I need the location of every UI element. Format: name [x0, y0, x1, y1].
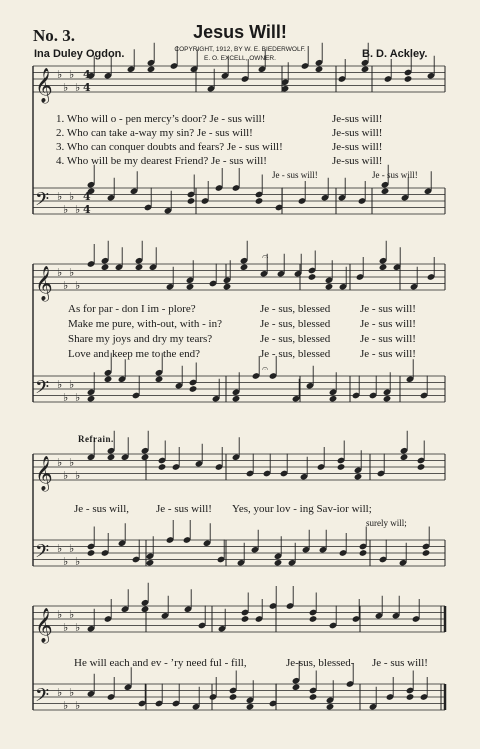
line-start: Share — [68, 333, 94, 345]
line-mid: me pure, with-out, with - in? — [95, 318, 222, 330]
flat-icon: ♭ — [75, 620, 81, 634]
flat-icon: ♭ — [69, 67, 75, 81]
line-blessed: Je - sus, blessed — [260, 303, 331, 315]
flat-icon: ♭ — [57, 455, 63, 469]
treble-clef-icon: 𝄞 — [35, 608, 53, 643]
note-head — [229, 693, 238, 701]
treble-clef-icon: 𝄞 — [35, 266, 53, 301]
note-head — [308, 273, 317, 281]
note-head — [404, 75, 413, 83]
fermata-icon: 𝄐 — [262, 362, 269, 375]
flat-icon: ♭ — [57, 189, 63, 203]
line-start: As — [68, 303, 81, 315]
flat-icon: ♭ — [75, 698, 81, 712]
line-blessed: Je - sus, blessed — [260, 318, 331, 330]
verse-number: 2. — [56, 127, 65, 139]
note-head — [240, 263, 249, 271]
flat-icon: ♭ — [63, 202, 69, 216]
flat-icon: ♭ — [69, 541, 75, 555]
bass-clef-icon: 𝄢 — [35, 685, 50, 711]
note-head — [232, 395, 241, 403]
flat-icon: ♭ — [57, 265, 63, 279]
refrain-lyric-c: Yes, your lov - ing Sav-ior will; — [232, 503, 372, 515]
refrain-lyric-a: Je - sus will, — [74, 503, 129, 515]
verse-text: Who can conquer doubts and fears? Je - sus will! — [66, 141, 283, 153]
line-end: Je - sus will! — [360, 333, 416, 345]
line-mid: and keep me to the end? — [93, 348, 200, 360]
note-head — [406, 693, 415, 701]
flat-icon: ♭ — [69, 189, 75, 203]
note-head — [359, 549, 368, 557]
note-head — [292, 683, 301, 691]
copyright-line-2: E. O. EXCELL, OWNER. — [204, 55, 276, 62]
flat-icon: ♭ — [63, 554, 69, 568]
line-end: Je - sus will! — [360, 318, 416, 330]
note-head — [186, 283, 195, 291]
line-start: Make — [68, 318, 94, 330]
flat-icon: ♭ — [63, 80, 69, 94]
verse-line — [68, 318, 222, 330]
note-head — [329, 395, 338, 403]
verse-line — [68, 333, 212, 345]
verse-3 — [56, 141, 283, 153]
flat-icon: ♭ — [75, 202, 81, 216]
note-head — [383, 395, 392, 403]
verse-text: Who will o - pen mercy’s door? Je - sus will! — [66, 113, 266, 125]
verse-number: 4. — [56, 155, 65, 167]
verse-3-response: Je-sus will! — [332, 141, 383, 153]
flat-icon: ♭ — [69, 455, 75, 469]
flat-icon: ♭ — [63, 620, 69, 634]
line-end: Je - sus will! — [360, 303, 416, 315]
note-head — [101, 263, 110, 271]
flat-icon: ♭ — [63, 278, 69, 292]
flat-icon: ♭ — [63, 390, 69, 404]
refrain-label: Refrain. — [78, 434, 114, 444]
flat-icon: ♭ — [75, 390, 81, 404]
verse-text: Who will be my dearest Friend? Je - sus will! — [66, 155, 267, 167]
refrain-lyric-b: Je - sus will! — [156, 503, 212, 515]
note-head — [187, 197, 196, 205]
flat-icon: ♭ — [69, 685, 75, 699]
final-lyric-a: He will each and ev - ’ry need ful - fill, — [74, 657, 247, 669]
line-end: Je - sus will! — [360, 348, 416, 360]
flat-icon: ♭ — [75, 468, 81, 482]
bass-echo-2: Je - sus will! — [372, 170, 418, 180]
note-head — [104, 375, 113, 383]
note-head — [381, 187, 390, 195]
refrain-lyric-d: surely will; — [366, 518, 407, 528]
note-head — [274, 559, 283, 567]
copyright-line-1: COPYRIGHT, 1912, BY W. E. BIEDERWOLF. — [174, 46, 306, 53]
verse-4-response: Je-sus will! — [332, 155, 383, 167]
note-head — [422, 549, 431, 557]
note-head — [87, 549, 96, 557]
note-head — [325, 283, 334, 291]
note-head — [241, 615, 250, 623]
treble-clef-icon: 𝄞 — [35, 456, 53, 491]
flat-icon: ♭ — [63, 468, 69, 482]
note-head — [158, 463, 167, 471]
time-signature: 4 — [83, 81, 91, 94]
verse-line — [68, 303, 196, 315]
time-signature: 4 — [83, 203, 91, 216]
note-head — [107, 453, 116, 461]
note-head — [147, 65, 156, 73]
note-head — [337, 463, 346, 471]
note-head — [400, 453, 409, 461]
fermata-icon: 𝄐 — [262, 250, 269, 263]
note-head — [155, 375, 164, 383]
note-head — [223, 283, 232, 291]
note-head — [354, 473, 363, 481]
flat-icon: ♭ — [57, 541, 63, 555]
flat-icon: ♭ — [57, 377, 63, 391]
note-head — [309, 693, 318, 701]
note-head — [87, 395, 96, 403]
flat-icon: ♭ — [63, 698, 69, 712]
lyricist: Ina Duley Ogdon. — [34, 48, 125, 60]
time-signature: 4 — [83, 68, 91, 81]
flat-icon: ♭ — [57, 607, 63, 621]
flat-icon: ♭ — [75, 554, 81, 568]
note-head — [146, 559, 155, 567]
verse-2 — [56, 127, 253, 139]
time-signature: 4 — [83, 190, 91, 203]
note-head — [315, 65, 324, 73]
line-mid: my joys and dry my tears? — [95, 333, 213, 345]
verse-number: 1. — [56, 113, 65, 125]
bass-clef-icon: 𝄢 — [35, 541, 50, 567]
flat-icon: ♭ — [57, 685, 63, 699]
note-head — [135, 263, 144, 271]
flat-icon: ♭ — [69, 265, 75, 279]
note-head — [417, 463, 426, 471]
note-head — [379, 263, 388, 271]
verse-1 — [56, 113, 265, 125]
bass-clef-icon: 𝄢 — [35, 189, 50, 215]
hymn-number: No. 3. — [33, 26, 76, 45]
final-lyric-b: Je-sus, blessed- — [286, 657, 355, 669]
note-head — [361, 65, 370, 73]
note-head — [141, 605, 150, 613]
note-head — [141, 453, 150, 461]
note-head — [246, 703, 255, 711]
note-head — [255, 197, 264, 205]
bass-clef-icon: 𝄢 — [35, 377, 50, 403]
line-blessed: Je - sus, blessed — [260, 348, 331, 360]
flat-icon: ♭ — [75, 278, 81, 292]
note-head — [309, 615, 318, 623]
verse-1-response: Je-sus will! — [332, 113, 383, 125]
hymn-title: Jesus Will! — [193, 22, 287, 42]
verse-line — [68, 348, 200, 360]
treble-clef-icon: 𝄞 — [35, 68, 53, 103]
note-head — [189, 385, 198, 393]
line-blessed: Je - sus, blessed — [260, 333, 331, 345]
verse-4 — [56, 155, 267, 167]
composer: B. D. Ackley. — [362, 48, 428, 60]
verse-text: Who can take a-way my sin? Je - sus will! — [66, 127, 253, 139]
note-head — [326, 703, 335, 711]
verse-number: 3. — [56, 141, 65, 153]
flat-icon: ♭ — [69, 377, 75, 391]
flat-icon: ♭ — [75, 80, 81, 94]
verse-2-response: Je-sus will! — [332, 127, 383, 139]
line-mid: for par - don I im - plore? — [82, 303, 196, 315]
flat-icon: ♭ — [57, 67, 63, 81]
bass-echo-1: Je - sus will! — [272, 170, 318, 180]
flat-icon: ♭ — [69, 607, 75, 621]
final-lyric-c: Je - sus will! — [372, 657, 428, 669]
line-start: Love — [68, 348, 91, 360]
